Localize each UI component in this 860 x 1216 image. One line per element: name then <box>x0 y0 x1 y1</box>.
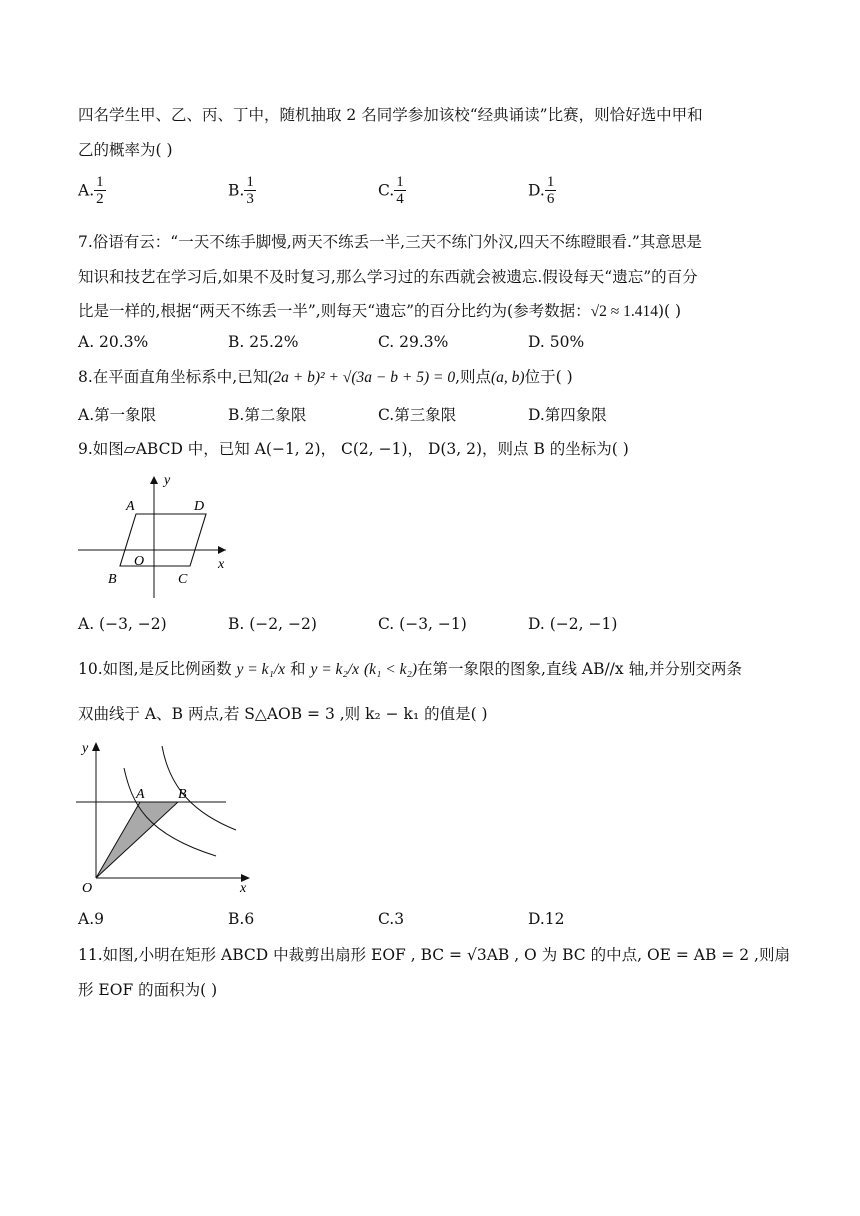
q8-option-c: C.第三象限 <box>378 406 457 424</box>
label-o: O <box>82 881 93 896</box>
sqrt2-approx: √2 ≈ 1.414 <box>590 303 658 320</box>
q11-line1: 11.如图,小明在矩形 ABCD 中裁剪出扇形 EOF , BC = √3AB , O 为 BC 的中点, OE = AB = 2 ,则扇 <box>78 946 790 964</box>
q10-option-a: A.9 <box>78 910 104 928</box>
q7-line2: 知识和技艺在学习后,如果不及时复习,那么学习过的东西就会被遗忘.假设每天“遗忘”的百分 <box>78 268 698 286</box>
x-axis-label: x <box>218 557 225 572</box>
q7-line3: 比是一样的,根据“两天不练丢一半”,则每天“遗忘”的百分比约为(参考数据：√2 ≈ 1.414)( ) <box>78 302 682 320</box>
label-b: B <box>108 572 117 587</box>
x-axis-label: x <box>240 881 247 896</box>
q6-line2: 乙的概率为( ) <box>78 141 173 159</box>
label-o: O <box>134 554 145 569</box>
q8-line: 8.在平面直角坐标系中,已知(2a + b)² + √(3a − b + 5) = 0,则点(a, b)位于( ) <box>78 368 573 386</box>
q10-option-b: B.6 <box>228 910 255 928</box>
y-axis-label: y <box>82 741 89 756</box>
q8-expression: (2a + b)² + √(3a − b + 5) = 0 <box>268 369 456 386</box>
y-axis-label: y <box>164 473 171 488</box>
q9-option-b: B. (−2, −2) <box>228 615 317 633</box>
label-a: A <box>136 787 145 802</box>
label-b: B <box>178 787 187 802</box>
label-c: C <box>178 572 188 587</box>
q10-line1: 10.如图,是反比例函数 y = k₁/x 和 y = k₂/x (k₁ < k₂)在第一象限的图象,直线 AB//x 轴,并分别交两条 <box>78 660 742 678</box>
q10-condition: (k₁ < k₂) <box>363 661 418 678</box>
q9-option-a: A. (−3, −2) <box>78 615 167 633</box>
q8-option-d: D.第四象限 <box>528 406 607 424</box>
q11-line2: 形 EOF 的面积为( ) <box>78 981 218 999</box>
q10-option-c: C.3 <box>378 910 405 928</box>
q9-option-d: D. (−2, −1) <box>528 615 618 633</box>
q7-option-d: D. 50% <box>528 333 585 351</box>
q9-parallelogram-figure <box>74 470 244 600</box>
q10-option-d: D.12 <box>528 910 565 928</box>
q10-line2: 双曲线于 A、B 两点,若 S△AOB = 3 ,则 k₂ − k₁ 的值是( ) <box>78 705 488 723</box>
q6-option-b: B. $\frac{1}{3}$ <box>228 174 254 207</box>
q10-hyperbola-figure <box>76 738 256 896</box>
q10-func1: y = k₁/x <box>236 661 286 678</box>
q7-line1: 7.俗语有云：“一天不练手脚慢,两天不练丢一半,三天不练门外汉,四天不练瞪眼看.”其意思是 <box>78 233 702 251</box>
q10-func2: y = k₂/x <box>310 661 359 678</box>
q7-option-c: C. 29.3% <box>378 333 449 351</box>
q7-option-b: B. 25.2% <box>228 333 299 351</box>
q6-line1: 四名学生甲、乙、丙、丁中，随机抽取 2 名同学参加该校“经典诵读”比赛，则恰好选中甲和 <box>78 106 703 124</box>
q8-option-a: A.第一象限 <box>78 406 157 424</box>
q7-option-a: A. 20.3% <box>78 333 149 351</box>
label-a: A <box>126 499 135 514</box>
fraction: $\frac{1}{2}$ <box>96 174 104 207</box>
fraction: $\frac{1}{3}$ <box>246 174 254 207</box>
q9-option-c: C. (−3, −1) <box>378 615 467 633</box>
q6-option-c: C. $\frac{1}{4}$ <box>378 174 404 207</box>
q9-line: 9.如图▱ABCD 中，已知 A(−1, 2)， C(2, −1)， D(3, 2)，则点 B 的坐标为( ) <box>78 440 629 458</box>
fraction: $\frac{1}{4}$ <box>396 174 404 207</box>
q6-option-d: D. $\frac{1}{6}$ <box>528 174 555 207</box>
q8-point: (a, b) <box>491 369 525 386</box>
fraction: $\frac{1}{6}$ <box>546 174 555 207</box>
q6-option-a: A. $\frac{1}{2}$ <box>78 174 104 207</box>
q8-option-b: B.第二象限 <box>228 406 307 424</box>
label-d: D <box>194 499 205 514</box>
